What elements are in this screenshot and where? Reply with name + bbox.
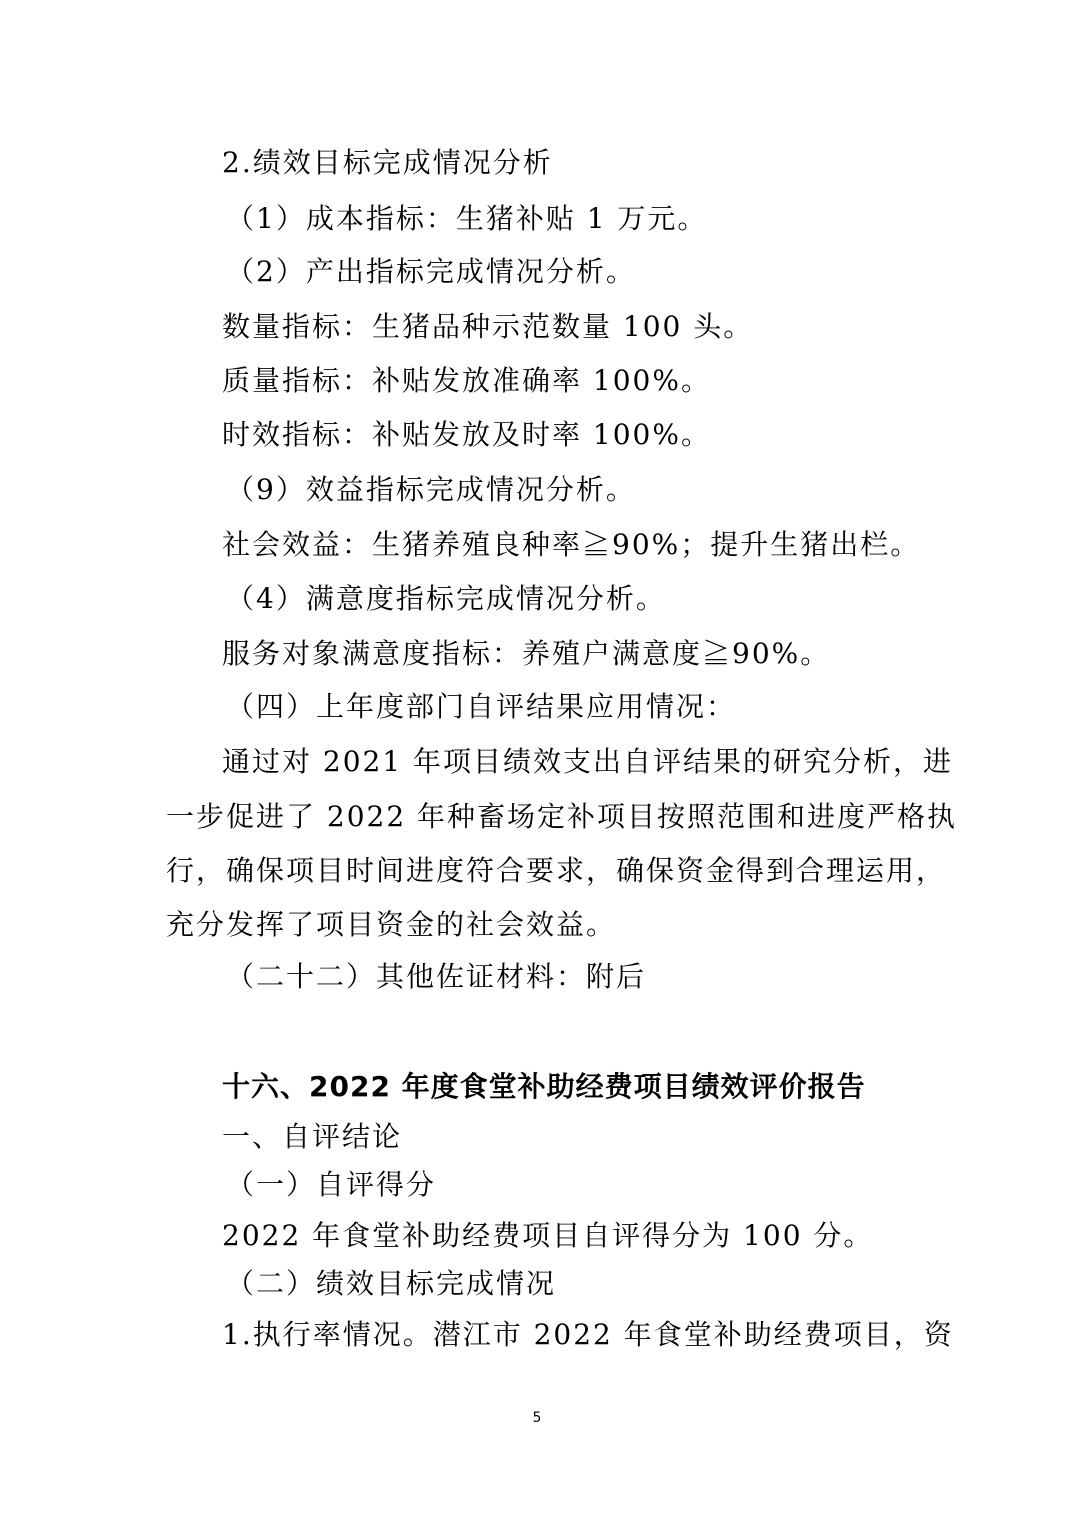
self-evaluation-score-line: 2022 年食堂补助经费项目自评得分为 100 分。 bbox=[222, 1219, 874, 1252]
quantity-indicator-line: 数量指标：生猪品种示范数量 100 头。 bbox=[222, 310, 754, 343]
section-title: 十六、2022 年度食堂补助经费项目绩效评价报告 bbox=[222, 1070, 866, 1103]
supporting-materials-line: （二十二）其他佐证材料：附后 bbox=[226, 960, 647, 993]
self-evaluation-score-heading: （一）自评得分 bbox=[226, 1168, 437, 1201]
output-indicator-heading: （2）产出指标完成情况分析。 bbox=[226, 255, 636, 288]
subsection-heading-performance-analysis: 2.绩效目标完成情况分析 bbox=[222, 146, 553, 179]
paragraph-line-3: 行，确保项目时间进度符合要求，确保资金得到合理运用， bbox=[166, 854, 947, 887]
page-number: 5 bbox=[532, 1410, 542, 1426]
satisfaction-indicator-heading: （4）满意度指标完成情况分析。 bbox=[226, 582, 666, 615]
benefit-indicator-heading: （9）效益指标完成情况分析。 bbox=[226, 473, 636, 506]
self-evaluation-conclusion-heading: 一、自评结论 bbox=[222, 1120, 403, 1153]
quality-indicator-line: 质量指标：补贴发放准确率 100%。 bbox=[222, 364, 711, 397]
performance-goal-completion-heading: （二）绩效目标完成情况 bbox=[226, 1267, 557, 1300]
timeliness-indicator-line: 时效指标：补贴发放及时率 100%。 bbox=[222, 418, 711, 451]
social-benefit-line: 社会效益：生猪养殖良种率≧90%；提升生猪出栏。 bbox=[222, 528, 921, 561]
satisfaction-indicator-line: 服务对象满意度指标：养殖户满意度≧90%。 bbox=[222, 637, 831, 670]
prior-year-results-heading: （四）上年度部门自评结果应用情况： bbox=[226, 690, 737, 723]
paragraph-line-2: 一步促进了 2022 年种畜场定补项目按照范围和进度严格执 bbox=[166, 800, 958, 833]
paragraph-line-4: 充分发挥了项目资金的社会效益。 bbox=[166, 908, 617, 941]
cost-indicator-line: （1）成本指标：生猪补贴 1 万元。 bbox=[226, 202, 708, 235]
paragraph-line-1: 通过对 2021 年项目绩效支出自评结果的研究分析，进 bbox=[222, 745, 954, 778]
execution-rate-line: 1.执行率情况。潜江市 2022 年食堂补助经费项目，资 bbox=[222, 1318, 954, 1351]
